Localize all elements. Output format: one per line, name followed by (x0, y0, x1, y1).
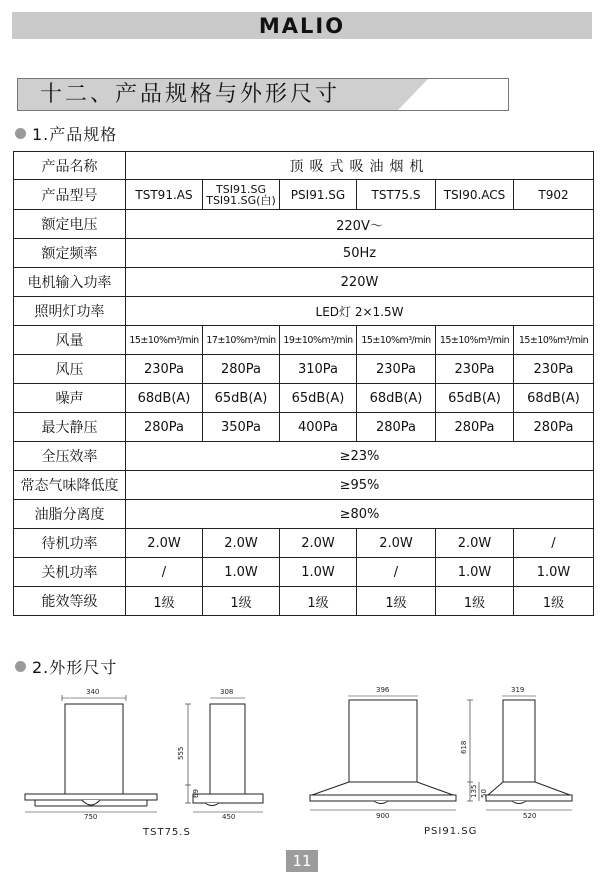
cell-label: 噪声 (14, 384, 126, 413)
dim-tst75-height: 555 (177, 746, 185, 760)
table-row (14, 500, 594, 529)
cell-value: 19±10%m³/min (280, 326, 357, 355)
cell-value: 280Pa (126, 413, 203, 442)
cell-value: 230Pa (436, 355, 514, 384)
cell-value: 280Pa (436, 413, 514, 442)
table-row (14, 268, 594, 297)
cell-model: TSI90.ACS (436, 180, 514, 210)
table-row (14, 180, 594, 210)
cell-value: 1级 (126, 587, 203, 616)
spec-table (13, 151, 594, 616)
cell-value: 1级 (280, 587, 357, 616)
cell-label: 关机功率 (14, 558, 126, 587)
cell-value: 2.0W (280, 529, 357, 558)
dim-psi91-hood-height: 135 (470, 784, 478, 798)
cell-value: / (126, 558, 203, 587)
caption-tst75: TST75.S (143, 827, 191, 838)
table-row (14, 239, 594, 268)
cell-value: ≥95% (126, 471, 594, 500)
cell-model: PSI91.SG (280, 180, 357, 210)
cell-label: 全压效率 (14, 442, 126, 471)
cell-value: 280Pa (514, 413, 594, 442)
dim-psi91-height: 618 (460, 740, 468, 754)
cell-label: 额定电压 (14, 210, 126, 239)
dim-tst75-width-top: 340 (86, 688, 100, 696)
table-row (14, 152, 594, 180)
cell-model: T902 (514, 180, 594, 210)
cell-label: 能效等级 (14, 587, 126, 616)
cell-label: 产品名称 (14, 152, 126, 180)
cell-value: 15±10%m³/min (436, 326, 514, 355)
cell-label: 风压 (14, 355, 126, 384)
sub-heading-dimensions (15, 655, 117, 678)
bullet-icon (15, 661, 26, 672)
cell-value: 220V～ (126, 210, 594, 239)
table-row (14, 413, 594, 442)
sub-heading-dimensions-text: 2.外形尺寸 (32, 658, 118, 677)
cell-value: 230Pa (126, 355, 203, 384)
cell-label: 风量 (14, 326, 126, 355)
model-line: TSI91.SG(白) (206, 193, 276, 207)
cell-value: 2.0W (436, 529, 514, 558)
table-row (14, 355, 594, 384)
dim-psi91-depth-top: 319 (511, 686, 525, 694)
cell-label: 产品型号 (14, 180, 126, 210)
table-row (14, 384, 594, 413)
cell-model: TST91.AS (126, 180, 203, 210)
dim-psi91-base-height: 50 (480, 789, 488, 798)
dim-psi91-width-bottom: 900 (376, 812, 390, 820)
cell-value: 17±10%m³/min (203, 326, 280, 355)
table-row (14, 210, 594, 239)
cell-value: 68dB(A) (357, 384, 436, 413)
cell-label: 照明灯功率 (14, 297, 126, 326)
tst75-front-view (25, 695, 157, 812)
cell-value: 2.0W (203, 529, 280, 558)
table-row (14, 471, 594, 500)
cell-value: 400Pa (280, 413, 357, 442)
cell-value: 顶吸式吸油烟机 (126, 152, 594, 180)
cell-value: 15±10%m³/min (514, 326, 594, 355)
cell-value: 1.0W (436, 558, 514, 587)
cell-value: 1.0W (514, 558, 594, 587)
cell-label: 最大静压 (14, 413, 126, 442)
cell-value: 15±10%m³/min (357, 326, 436, 355)
cell-value: / (357, 558, 436, 587)
dim-tst75-hood-height: 69 (192, 789, 200, 798)
cell-value: 1级 (436, 587, 514, 616)
cell-value: 2.0W (126, 529, 203, 558)
cell-value: 1.0W (203, 558, 280, 587)
sub-heading-specs-text: 1.产品规格 (32, 125, 118, 144)
dim-tst75-depth-bottom: 450 (222, 813, 236, 821)
page-number: 11 (286, 850, 318, 872)
table-row (14, 558, 594, 587)
cell-label: 电机输入功率 (14, 268, 126, 297)
brand-logo: MALIO (258, 14, 346, 38)
cell-value: 15±10%m³/min (126, 326, 203, 355)
caption-psi91: PSI91.SG (424, 826, 478, 837)
cell-label: 待机功率 (14, 529, 126, 558)
dim-psi91-depth-bottom: 520 (523, 812, 537, 820)
cell-value: 1.0W (280, 558, 357, 587)
table-row (14, 587, 594, 616)
cell-model (203, 180, 280, 210)
cell-value: 65dB(A) (280, 384, 357, 413)
table-row (14, 326, 594, 355)
model-line: TSI91.SG (216, 182, 266, 196)
cell-value: ≥23% (126, 442, 594, 471)
cell-value: 65dB(A) (436, 384, 514, 413)
cell-value: 220W (126, 268, 594, 297)
cell-label: 额定频率 (14, 239, 126, 268)
cell-value: 230Pa (357, 355, 436, 384)
cell-value: 2.0W (357, 529, 436, 558)
section-title: 十二、产品规格与外形尺寸 (40, 82, 341, 107)
dimension-drawings (0, 680, 607, 830)
cell-value: / (514, 529, 594, 558)
cell-value: 1级 (357, 587, 436, 616)
cell-value: 280Pa (203, 355, 280, 384)
dim-tst75-depth-top: 308 (220, 688, 234, 696)
psi91-front-view (310, 696, 456, 810)
section-title-box (17, 78, 509, 111)
table-row (14, 297, 594, 326)
bullet-icon (15, 128, 26, 139)
section-title-wedge (398, 79, 428, 110)
header-bar (12, 12, 592, 39)
cell-value: ≥80% (126, 500, 594, 529)
cell-value: 350Pa (203, 413, 280, 442)
dim-tst75-width-bottom: 750 (84, 813, 98, 821)
cell-value: 50Hz (126, 239, 594, 268)
table-row (14, 529, 594, 558)
sub-heading-specs (15, 122, 117, 145)
cell-value: 68dB(A) (514, 384, 594, 413)
cell-value: 68dB(A) (126, 384, 203, 413)
dim-psi91-width-top: 396 (376, 686, 390, 694)
cell-value: 310Pa (280, 355, 357, 384)
cell-value: 1级 (203, 587, 280, 616)
cell-label: 常态气味降低度 (14, 471, 126, 500)
cell-model: TST75.S (357, 180, 436, 210)
cell-value: 1级 (514, 587, 594, 616)
cell-value: 230Pa (514, 355, 594, 384)
table-row (14, 442, 594, 471)
cell-value: LED灯 2×1.5W (126, 297, 594, 326)
cell-label: 油脂分离度 (14, 500, 126, 529)
cell-value: 280Pa (357, 413, 436, 442)
cell-value: 65dB(A) (203, 384, 280, 413)
